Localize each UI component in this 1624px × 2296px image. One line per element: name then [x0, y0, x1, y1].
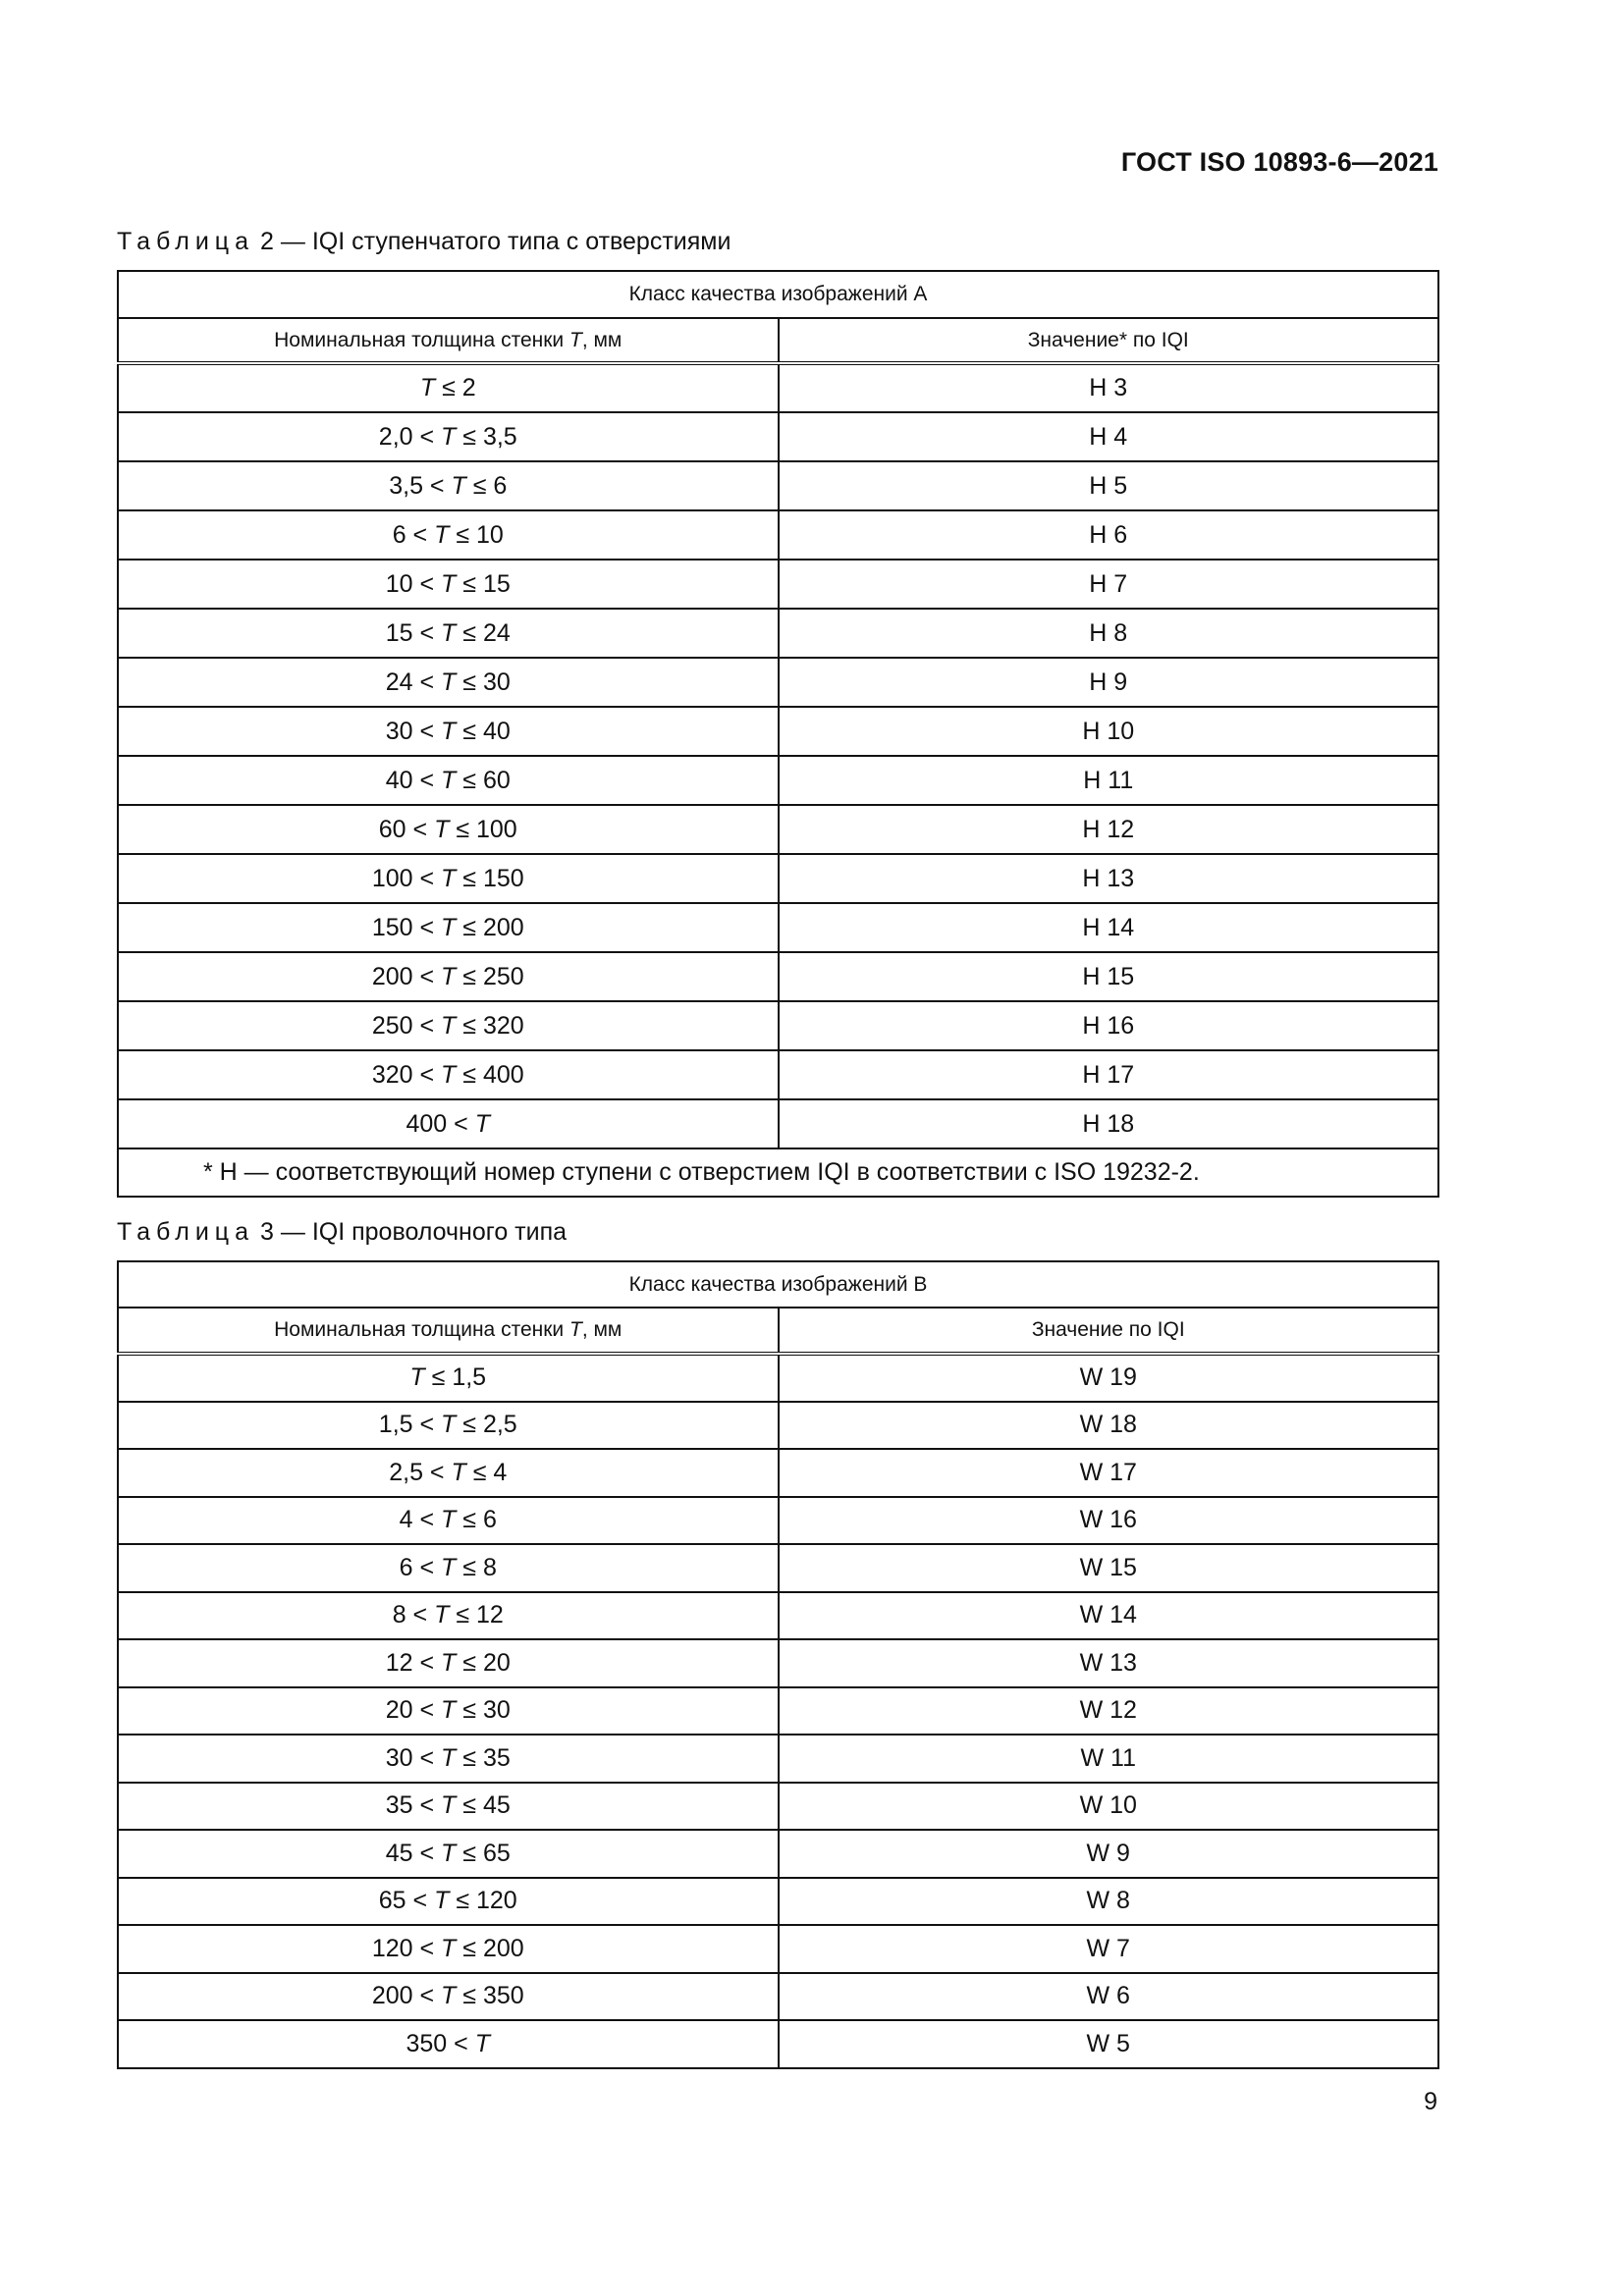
- table-row: [118, 1925, 1438, 1973]
- range-prefix: 250 <: [371, 1011, 442, 1040]
- range-suffix: ≤ 320: [456, 1011, 524, 1040]
- thickness-range-cell: [118, 1783, 779, 1831]
- iqi-value-cell: H 8: [779, 609, 1439, 658]
- range-variable: T: [441, 717, 457, 745]
- range-prefix: 10 <: [385, 569, 442, 598]
- range-variable: T: [441, 1743, 457, 1772]
- range-variable: T: [441, 569, 457, 598]
- table-2-hole-type-iqi: [117, 270, 1439, 1198]
- range-suffix: ≤ 65: [456, 1839, 511, 1867]
- table-2-body: [118, 271, 1438, 1197]
- range-suffix: ≤ 120: [449, 1887, 517, 1915]
- range-variable: T: [441, 1060, 457, 1089]
- range-suffix: ≤ 150: [456, 864, 524, 892]
- range-prefix: 120 <: [371, 1934, 442, 1962]
- thickness-range-cell: [118, 1354, 779, 1402]
- thickness-range-cell: [118, 1735, 779, 1783]
- range-suffix: ≤ 8: [456, 1553, 497, 1581]
- range-variable: T: [434, 1601, 450, 1629]
- thickness-range-cell: [118, 805, 779, 854]
- table-row: [118, 1735, 1438, 1783]
- table-row: [118, 756, 1438, 805]
- thickness-range-cell: [118, 707, 779, 756]
- iqi-value-cell: H 16: [779, 1001, 1439, 1050]
- range-suffix: ≤ 12: [449, 1601, 504, 1629]
- table-row: [118, 1099, 1438, 1148]
- range-suffix: ≤ 2: [435, 374, 476, 401]
- thickness-range-cell: [118, 412, 779, 461]
- thickness-range-cell: [118, 1449, 779, 1497]
- thickness-range-cell: [118, 952, 779, 1001]
- thickness-range-cell: [118, 903, 779, 952]
- iqi-value-cell: W 18: [779, 1402, 1439, 1450]
- range-suffix: ≤ 1,5: [424, 1363, 487, 1392]
- iqi-value-cell: H 12: [779, 805, 1439, 854]
- table-row: [118, 1973, 1438, 2021]
- table-row: [118, 707, 1438, 756]
- table-row: [118, 1639, 1438, 1687]
- table-2-caption: [117, 228, 731, 256]
- range-variable: T: [434, 815, 450, 843]
- iqi-value-cell: H 15: [779, 952, 1439, 1001]
- iqi-value-cell: W 10: [779, 1783, 1439, 1831]
- range-prefix: 35 <: [385, 1791, 442, 1820]
- range-suffix: ≤ 6: [456, 1506, 497, 1534]
- range-prefix: 200 <: [371, 962, 442, 990]
- range-variable: T: [441, 1791, 457, 1820]
- range-prefix: 150 <: [371, 913, 442, 941]
- table-2-thickness-header: [118, 318, 779, 363]
- table-3-caption-word: Таблица: [117, 1218, 255, 1246]
- range-variable: T: [441, 1553, 457, 1581]
- table-row: [118, 2020, 1438, 2068]
- table-row: [118, 1544, 1438, 1592]
- table-3-class-row: [118, 1261, 1438, 1308]
- range-prefix: 65 <: [378, 1887, 435, 1915]
- page-number: 9: [1424, 2088, 1437, 2115]
- range-variable: T: [474, 1109, 490, 1138]
- table-row: [118, 609, 1438, 658]
- range-prefix: 320 <: [371, 1060, 442, 1089]
- range-variable: T: [441, 913, 457, 941]
- table-3-caption: [117, 1218, 567, 1247]
- table-2-header-row: [118, 318, 1438, 363]
- range-suffix: ≤ 35: [456, 1743, 511, 1772]
- document-code-header: ГОСТ ISO 10893-6—2021: [1120, 147, 1438, 177]
- iqi-value-cell: H 17: [779, 1050, 1439, 1099]
- range-suffix: ≤ 250: [456, 962, 524, 990]
- range-suffix: ≤ 2,5: [456, 1411, 517, 1439]
- range-variable: T: [419, 374, 436, 401]
- iqi-value-cell: W 9: [779, 1830, 1439, 1878]
- iqi-value-cell: H 5: [779, 461, 1439, 510]
- iqi-value-cell: W 5: [779, 2020, 1439, 2068]
- iqi-value-cell: W 19: [779, 1354, 1439, 1402]
- range-variable: T: [451, 471, 466, 500]
- range-suffix: ≤ 40: [456, 717, 511, 745]
- thickness-range-cell: [118, 1001, 779, 1050]
- range-suffix: ≤ 200: [456, 913, 524, 941]
- range-variable: T: [441, 1934, 457, 1962]
- thickness-range-cell: [118, 1099, 779, 1148]
- range-suffix: ≤ 15: [456, 569, 511, 598]
- table-row: [118, 510, 1438, 560]
- table-2-image-class-cell: Класс качества изображений А: [118, 271, 1438, 318]
- table-row: [118, 1687, 1438, 1735]
- thickness-range-cell: [118, 756, 779, 805]
- thickness-range-cell: [118, 1973, 779, 2021]
- table-row: [118, 1001, 1438, 1050]
- range-variable: T: [409, 1363, 425, 1392]
- table-3-header-row: [118, 1308, 1438, 1354]
- iqi-value-cell: W 17: [779, 1449, 1439, 1497]
- range-variable: T: [441, 1696, 457, 1725]
- table-row: [118, 412, 1438, 461]
- iqi-value-cell: W 12: [779, 1687, 1439, 1735]
- iqi-value-cell: W 8: [779, 1878, 1439, 1926]
- table-row: [118, 805, 1438, 854]
- table-row: [118, 1449, 1438, 1497]
- table-row: [118, 1354, 1438, 1402]
- table-row: [118, 1830, 1438, 1878]
- table-3-value-header: Значение по IQI: [779, 1308, 1439, 1354]
- thickness-range-cell: [118, 560, 779, 609]
- table-row: [118, 363, 1438, 412]
- range-variable: T: [474, 2029, 490, 2057]
- range-variable: T: [451, 1458, 466, 1486]
- iqi-value-cell: H 6: [779, 510, 1439, 560]
- thickness-range-cell: [118, 1544, 779, 1592]
- range-suffix: ≤ 60: [456, 766, 511, 794]
- iqi-value-cell: H 4: [779, 412, 1439, 461]
- thickness-range-cell: [118, 510, 779, 560]
- range-variable: T: [441, 864, 457, 892]
- range-suffix: ≤ 10: [449, 520, 504, 549]
- table-row: [118, 461, 1438, 510]
- table-row: [118, 854, 1438, 903]
- iqi-value-cell: W 6: [779, 1973, 1439, 2021]
- thickness-range-cell: [118, 854, 779, 903]
- range-prefix: 20 <: [385, 1696, 442, 1725]
- range-suffix: ≤ 400: [456, 1060, 524, 1089]
- range-prefix: 1,5 <: [378, 1411, 442, 1439]
- range-prefix: 6 <: [392, 520, 435, 549]
- table-3-thickness-header-pre: Номинальная толщина стенки: [274, 1318, 569, 1341]
- range-variable: T: [441, 618, 457, 647]
- range-prefix: 2,0 <: [378, 422, 442, 451]
- range-prefix: 200 <: [371, 1982, 442, 2010]
- iqi-value-cell: W 13: [779, 1639, 1439, 1687]
- table-3-thickness-header-var: T: [568, 1318, 582, 1341]
- thickness-range-cell: [118, 1878, 779, 1926]
- thickness-range-cell: [118, 1592, 779, 1640]
- iqi-value-cell: H 7: [779, 560, 1439, 609]
- table-row: [118, 1783, 1438, 1831]
- range-prefix: 400 <: [406, 1109, 475, 1138]
- table-row: [118, 1497, 1438, 1545]
- range-variable: T: [434, 1887, 450, 1915]
- iqi-value-cell: H 3: [779, 363, 1439, 412]
- thickness-range-cell: [118, 1830, 779, 1878]
- range-variable: T: [441, 422, 457, 451]
- iqi-value-cell: H 10: [779, 707, 1439, 756]
- iqi-value-cell: H 18: [779, 1099, 1439, 1148]
- table-2-value-header: Значение* по IQI: [779, 318, 1439, 363]
- range-suffix: ≤ 350: [456, 1982, 524, 2010]
- thickness-range-cell: [118, 1402, 779, 1450]
- iqi-value-cell: W 16: [779, 1497, 1439, 1545]
- range-variable: T: [441, 1982, 457, 2010]
- iqi-value-cell: H 14: [779, 903, 1439, 952]
- iqi-value-cell: W 15: [779, 1544, 1439, 1592]
- range-prefix: 45 <: [385, 1839, 442, 1867]
- table-row: [118, 1592, 1438, 1640]
- iqi-value-cell: W 14: [779, 1592, 1439, 1640]
- thickness-range-cell: [118, 1050, 779, 1099]
- table-footnote-row: [118, 1148, 1438, 1197]
- range-prefix: 60 <: [378, 815, 435, 843]
- table-row: [118, 952, 1438, 1001]
- table-footnote: * H — соответствующий номер ступени с отверстием IQI в соответствии с ISO 19232-2.: [118, 1148, 1438, 1197]
- range-variable: T: [441, 1839, 457, 1867]
- range-suffix: ≤ 100: [449, 815, 517, 843]
- thickness-range-cell: [118, 461, 779, 510]
- table-2-thickness-header-post: , мм: [581, 328, 623, 351]
- range-prefix: 30 <: [385, 1743, 442, 1772]
- table-2-caption-word: Таблица: [117, 228, 255, 255]
- range-prefix: 3,5 <: [389, 471, 452, 500]
- thickness-range-cell: [118, 1925, 779, 1973]
- range-variable: T: [441, 667, 457, 696]
- thickness-range-cell: [118, 2020, 779, 2068]
- range-suffix: ≤ 20: [456, 1648, 511, 1677]
- range-suffix: ≤ 30: [456, 1696, 511, 1725]
- table-3-caption-text: 3 — IQI проволочного типа: [260, 1218, 568, 1246]
- thickness-range-cell: [118, 658, 779, 707]
- table-3-thickness-header-post: , мм: [581, 1318, 623, 1341]
- iqi-value-cell: H 11: [779, 756, 1439, 805]
- range-suffix: ≤ 4: [465, 1458, 508, 1486]
- iqi-value-cell: H 9: [779, 658, 1439, 707]
- iqi-value-cell: W 11: [779, 1735, 1439, 1783]
- range-prefix: 40 <: [385, 766, 442, 794]
- range-variable: T: [441, 962, 457, 990]
- table-3-thickness-header: [118, 1308, 779, 1354]
- range-prefix: 30 <: [385, 717, 442, 745]
- table-row: [118, 560, 1438, 609]
- table-2-caption-text: 2 — IQI ступенчатого типа с отверстиями: [260, 228, 731, 255]
- table-3-wire-type-iqi: [117, 1260, 1439, 2069]
- range-prefix: 100 <: [371, 864, 442, 892]
- table-3-body: [118, 1261, 1438, 2068]
- range-suffix: ≤ 6: [465, 471, 508, 500]
- thickness-range-cell: [118, 609, 779, 658]
- range-suffix: ≤ 24: [456, 618, 511, 647]
- table-2-class-row: [118, 271, 1438, 318]
- thickness-range-cell: [118, 1687, 779, 1735]
- range-prefix: 350 <: [406, 2029, 475, 2057]
- thickness-range-cell: [118, 363, 779, 412]
- range-prefix: 8 <: [392, 1601, 435, 1629]
- table-row: [118, 658, 1438, 707]
- iqi-value-cell: H 13: [779, 854, 1439, 903]
- table-row: [118, 903, 1438, 952]
- table-row: [118, 1402, 1438, 1450]
- thickness-range-cell: [118, 1497, 779, 1545]
- range-variable: T: [441, 1411, 457, 1439]
- range-variable: T: [434, 520, 450, 549]
- iqi-value-cell: W 7: [779, 1925, 1439, 1973]
- table-3-image-class-cell: Класс качества изображений В: [118, 1261, 1438, 1308]
- range-prefix: 2,5 <: [389, 1458, 452, 1486]
- range-prefix: 4 <: [399, 1506, 442, 1534]
- range-variable: T: [441, 766, 457, 794]
- range-prefix: 24 <: [385, 667, 442, 696]
- range-prefix: 12 <: [385, 1648, 442, 1677]
- range-suffix: ≤ 30: [456, 667, 511, 696]
- range-suffix: ≤ 200: [456, 1934, 524, 1962]
- range-variable: T: [441, 1648, 457, 1677]
- range-prefix: 15 <: [385, 618, 442, 647]
- range-prefix: 6 <: [399, 1553, 442, 1581]
- range-variable: T: [441, 1011, 457, 1040]
- range-variable: T: [441, 1506, 457, 1534]
- thickness-range-cell: [118, 1639, 779, 1687]
- range-suffix: ≤ 45: [456, 1791, 511, 1820]
- table-2-thickness-header-var: T: [568, 328, 582, 351]
- table-row: [118, 1878, 1438, 1926]
- range-suffix: ≤ 3,5: [456, 422, 517, 451]
- table-2-thickness-header-pre: Номинальная толщина стенки: [274, 328, 569, 351]
- table-row: [118, 1050, 1438, 1099]
